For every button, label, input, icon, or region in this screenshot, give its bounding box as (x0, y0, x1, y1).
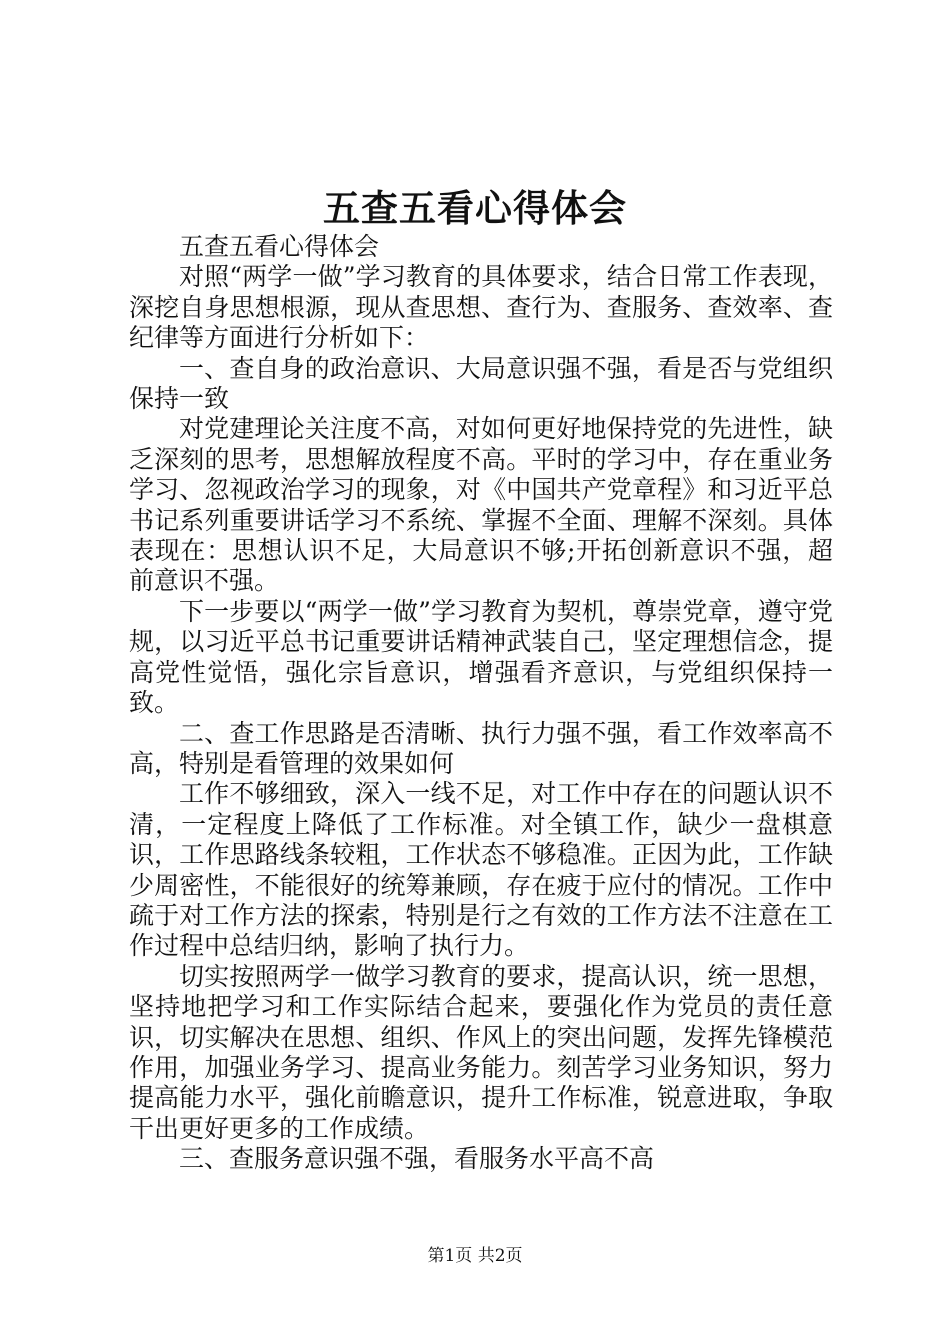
page-footer: 第1页 共2页 (427, 1246, 523, 1266)
document-title: 五查五看心得体会 (323, 186, 627, 230)
section-heading: 三、查服务意识强不强，看服务水平高不高 (179, 1144, 655, 1174)
paragraph: 五查五看心得体会 (179, 232, 380, 261)
paragraph: 下一步要以“两学一做”学习教育为契机，尊崇党章，遵守党规，以习近平总书记重要讲话精神武装自己，坚定理想信念，提高党性觉悟，强化宗旨意识，增强看齐意识，与党组织保持一致。 (129, 596, 833, 718)
section-heading: 二、查工作思路是否清晰、执行力强不强，看工作效率高不高，特别是看管理的效果如何 (129, 718, 833, 778)
section-heading: 一、查自身的政治意识、大局意识强不强，看是否与党组织保持一致 (129, 353, 833, 414)
paragraph: 切实按照两学一做学习教育的要求，提高认识，统一思想，坚持地把学习和工作实际结合起来，要强化作为党员的责任意识，切实解决在思想、组织、作风上的突出问题，发挥先锋模范作用，加强业务学习、提高业务能力。刻苦学习业务知识，努力提高能力水平，强化前瞻意识，提升工作标准，锐意进取，争取干出更好更多的工作成绩。 (129, 961, 833, 1143)
paragraph: 对照“两学一做”学习教育的具体要求，结合日常工作表现，深挖自身思想根源，现从查思想、查行为、查服务、查效率、查纪律等方面进行分析如下： (129, 262, 833, 353)
document-body (129, 232, 833, 1175)
paragraph: 对党建理论关注度不高，对如何更好地保持党的先进性，缺乏深刻的思考，思想解放程度不高。平时的学习中，存在重业务学习、忽视政治学习的现象，对《中国共产党章程》和习近平总书记系列重要讲话学习不系统、掌握不全面、理解不深刻。具体表现在：思想认识不足，大局意识不够;开拓创新意识不强，超前意识不强。 (129, 414, 833, 596)
paragraph: 工作不够细致，深入一线不足，对工作中存在的问题认识不清，一定程度上降低了工作标准。对全镇工作，缺少一盘棋意识，工作思路线条较粗，工作状态不够稳准。正因为此，工作缺少周密性，不能很好的统筹兼顾，存在疲于应付的情况。工作中疏于对工作方法的探索，特别是行之有效的工作方法不注意在工作过程中总结归纳，影响了执行力。 (129, 779, 833, 961)
